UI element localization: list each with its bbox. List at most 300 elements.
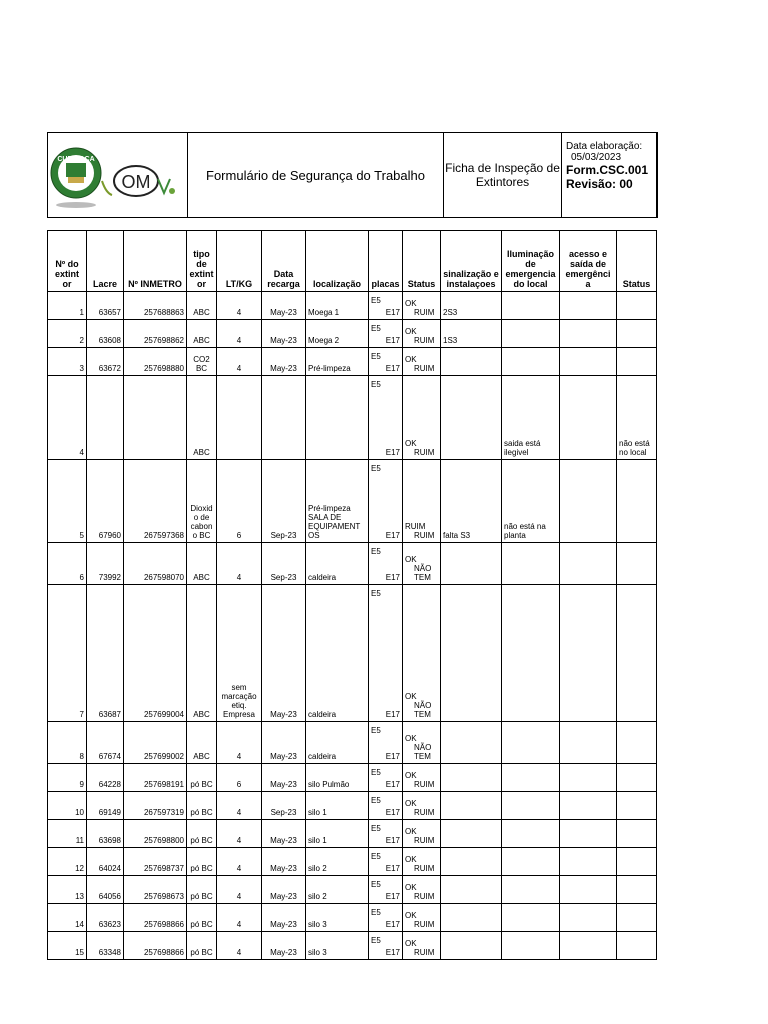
revision: Revisão: 00 (566, 177, 633, 191)
cell-iluminacao (502, 348, 560, 376)
cell-localizacao: silo 1 (306, 820, 369, 848)
cell-placas (369, 904, 403, 932)
status-2: RUIM (414, 448, 435, 457)
cell-placas (369, 376, 403, 460)
cell-lt-kg: 6 (217, 764, 262, 792)
cell-placas (369, 292, 403, 320)
cell-inmetro: 267597319 (124, 792, 187, 820)
cell-numero: 2 (48, 320, 87, 348)
cell-localizacao: Moega 1 (306, 292, 369, 320)
status-2: RUIM (414, 780, 435, 789)
placa-2: E17 (385, 573, 400, 582)
cell-lt-kg: 6 (217, 460, 262, 543)
cell-numero: 7 (48, 585, 87, 722)
status-2: NÃO TEM (414, 564, 432, 582)
logo-cell (48, 133, 188, 217)
status-2: RUIM (414, 864, 435, 873)
cell-sinalizacao (441, 904, 502, 932)
data-value: 05/03/2023 (571, 152, 622, 163)
page-title: Formulário de Segurança do Trabalho (206, 167, 425, 183)
status-1: OK (405, 911, 417, 920)
cell-inmetro: 257698862 (124, 320, 187, 348)
placa-1: E5 (371, 824, 381, 833)
cell-status-final (617, 722, 657, 764)
cell-acesso (560, 348, 617, 376)
cell-tipo: pó BC (187, 792, 217, 820)
svg-text:CURICACA: CURICACA (57, 156, 95, 163)
cell-lacre: 63672 (87, 348, 124, 376)
placa-1: E5 (371, 464, 381, 473)
cell-numero: 5 (48, 460, 87, 543)
cell-data-recarga: May-23 (262, 820, 306, 848)
column-header: Nº do extint or (48, 231, 87, 292)
cell-acesso (560, 904, 617, 932)
cell-placas (369, 722, 403, 764)
cell-numero: 3 (48, 348, 87, 376)
cell-status-final (617, 292, 657, 320)
cell-lt-kg: 4 (217, 932, 262, 960)
cell-data-recarga: May-23 (262, 876, 306, 904)
cell-placas (369, 876, 403, 904)
status-1: OK (405, 883, 417, 892)
status-1: OK (405, 855, 417, 864)
status-2: NÃO TEM (414, 701, 432, 719)
cell-data-recarga: May-23 (262, 320, 306, 348)
cell-lacre: 64024 (87, 848, 124, 876)
cell-placas (369, 320, 403, 348)
status-1: OK (405, 439, 417, 448)
cell-acesso (560, 722, 617, 764)
cell-sinalizacao: 1S3 (441, 320, 502, 348)
cell-inmetro: 257698737 (124, 848, 187, 876)
cell-lt-kg: 4 (217, 320, 262, 348)
cell-status (403, 820, 441, 848)
cell-lacre: 73992 (87, 543, 124, 585)
status-1: OK (405, 692, 417, 701)
placa-1: E5 (371, 852, 381, 861)
cell-inmetro: 257698191 (124, 764, 187, 792)
cell-tipo: Dioxid o de cabon o BC (187, 460, 217, 543)
cell-iluminacao (502, 722, 560, 764)
placa-1: E5 (371, 296, 381, 305)
placa-1: E5 (371, 352, 381, 361)
cell-iluminacao (502, 320, 560, 348)
cell-status (403, 904, 441, 932)
cell-status-final (617, 848, 657, 876)
cell-lacre: 69149 (87, 792, 124, 820)
table-row (48, 792, 657, 820)
column-header: Nº INMETRO (124, 231, 187, 292)
column-header: Lacre (87, 231, 124, 292)
table-row (48, 764, 657, 792)
cell-status (403, 722, 441, 764)
cell-localizacao: caldeira (306, 722, 369, 764)
cell-tipo: pó BC (187, 820, 217, 848)
column-header: Data recarga (262, 231, 306, 292)
placa-2: E17 (385, 531, 400, 540)
cell-numero: 14 (48, 904, 87, 932)
cell-numero: 11 (48, 820, 87, 848)
cell-tipo: ABC (187, 722, 217, 764)
status-1: OK (405, 299, 417, 308)
cell-localizacao: caldeira (306, 543, 369, 585)
cell-status-final: não está no local (617, 376, 657, 460)
status-1: OK (405, 771, 417, 780)
cell-acesso (560, 460, 617, 543)
cell-placas (369, 932, 403, 960)
cell-lt-kg (217, 376, 262, 460)
cell-lt-kg: 4 (217, 348, 262, 376)
cell-iluminacao: saida está ilegivel (502, 376, 560, 460)
cell-acesso (560, 792, 617, 820)
om-logo (102, 166, 175, 196)
cell-numero: 15 (48, 932, 87, 960)
cell-status (403, 585, 441, 722)
column-header: Iluminação de emergencia do local (502, 231, 560, 292)
cell-lacre: 64228 (87, 764, 124, 792)
cell-placas (369, 543, 403, 585)
cell-data-recarga: May-23 (262, 932, 306, 960)
cell-lt-kg: 4 (217, 792, 262, 820)
cell-iluminacao (502, 792, 560, 820)
column-header: sinalização e instalaçoes (441, 231, 502, 292)
column-header: LT/KG (217, 231, 262, 292)
cell-lt-kg: 4 (217, 722, 262, 764)
cell-placas (369, 848, 403, 876)
cell-data-recarga: May-23 (262, 348, 306, 376)
placa-1: E5 (371, 726, 381, 735)
cell-status (403, 376, 441, 460)
cell-numero: 9 (48, 764, 87, 792)
cell-acesso (560, 320, 617, 348)
cell-status-final (617, 320, 657, 348)
status-2: RUIM (414, 531, 435, 540)
table-row (48, 543, 657, 585)
cell-status-final (617, 876, 657, 904)
placa-2: E17 (385, 336, 400, 345)
cell-acesso (560, 585, 617, 722)
placa-2: E17 (385, 710, 400, 719)
cell-iluminacao (502, 820, 560, 848)
cell-localizacao: silo 1 (306, 792, 369, 820)
placa-1: E5 (371, 908, 381, 917)
cell-status (403, 876, 441, 904)
cell-tipo: CO2 BC (187, 348, 217, 376)
status-2: RUIM (414, 364, 435, 373)
cell-iluminacao (502, 932, 560, 960)
cell-inmetro: 257698800 (124, 820, 187, 848)
cell-placas (369, 764, 403, 792)
cell-lacre: 63687 (87, 585, 124, 722)
cell-data-recarga: May-23 (262, 764, 306, 792)
cell-sinalizacao: 2S3 (441, 292, 502, 320)
cell-sinalizacao (441, 820, 502, 848)
cell-acesso (560, 543, 617, 585)
table-row (48, 320, 657, 348)
cell-status (403, 792, 441, 820)
column-header: localização (306, 231, 369, 292)
status-2: RUIM (414, 336, 435, 345)
cell-status (403, 348, 441, 376)
placa-2: E17 (385, 308, 400, 317)
cell-inmetro: 267597368 (124, 460, 187, 543)
status-1: RUIM (405, 522, 426, 531)
cell-iluminacao (502, 292, 560, 320)
cell-sinalizacao (441, 932, 502, 960)
column-header: Status (403, 231, 441, 292)
placa-2: E17 (385, 752, 400, 761)
status-1: OK (405, 799, 417, 808)
cell-status (403, 320, 441, 348)
table-row (48, 585, 657, 722)
status-2: RUIM (414, 892, 435, 901)
status-2: RUIM (414, 308, 435, 317)
company-logos (48, 133, 188, 217)
placa-1: E5 (371, 936, 381, 945)
cell-localizacao: Pré-limpeza SALA DE EQUIPAMENT OS (306, 460, 369, 543)
cell-inmetro: 257698866 (124, 904, 187, 932)
cell-acesso (560, 876, 617, 904)
placa-2: E17 (385, 920, 400, 929)
cell-inmetro: 257699002 (124, 722, 187, 764)
cell-status (403, 764, 441, 792)
cell-lt-kg: 4 (217, 876, 262, 904)
curicaca-logo (51, 148, 101, 208)
cell-status-final (617, 820, 657, 848)
cell-tipo: ABC (187, 585, 217, 722)
cell-lt-kg: 4 (217, 543, 262, 585)
cell-lacre: 63623 (87, 904, 124, 932)
placa-2: E17 (385, 448, 400, 457)
cell-iluminacao (502, 543, 560, 585)
cell-acesso (560, 932, 617, 960)
placa-1: E5 (371, 324, 381, 333)
form-code: Form.CSC.001 (566, 163, 649, 177)
placa-1: E5 (371, 796, 381, 805)
cell-data-recarga: May-23 (262, 722, 306, 764)
cell-iluminacao (502, 585, 560, 722)
cell-localizacao (306, 376, 369, 460)
placa-1: E5 (371, 380, 381, 389)
table-row (48, 460, 657, 543)
cell-status (403, 543, 441, 585)
cell-lacre: 64056 (87, 876, 124, 904)
cell-data-recarga (262, 376, 306, 460)
placa-2: E17 (385, 364, 400, 373)
inspection-table (47, 230, 657, 960)
cell-sinalizacao: falta S3 (441, 460, 502, 543)
placa-1: E5 (371, 768, 381, 777)
cell-lt-kg: 4 (217, 848, 262, 876)
cell-lacre: 63698 (87, 820, 124, 848)
placa-2: E17 (385, 892, 400, 901)
placa-2: E17 (385, 948, 400, 957)
cell-sinalizacao (441, 348, 502, 376)
cell-lt-kg: 4 (217, 820, 262, 848)
table-row (48, 348, 657, 376)
cell-acesso (560, 848, 617, 876)
status-1: OK (405, 827, 417, 836)
cell-numero: 8 (48, 722, 87, 764)
table-row (48, 848, 657, 876)
placa-2: E17 (385, 808, 400, 817)
placa-1: E5 (371, 547, 381, 556)
cell-lacre: 67960 (87, 460, 124, 543)
cell-data-recarga: Sep-23 (262, 792, 306, 820)
table-row (48, 820, 657, 848)
cell-tipo: pó BC (187, 876, 217, 904)
svg-text:OM: OM (121, 172, 151, 192)
cell-numero: 13 (48, 876, 87, 904)
cell-lacre: 63348 (87, 932, 124, 960)
cell-placas (369, 348, 403, 376)
cell-localizacao: silo 2 (306, 876, 369, 904)
cell-inmetro: 257699004 (124, 585, 187, 722)
cell-placas (369, 792, 403, 820)
cell-acesso (560, 292, 617, 320)
table-row (48, 876, 657, 904)
cell-numero: 12 (48, 848, 87, 876)
cell-placas (369, 820, 403, 848)
cell-data-recarga: May-23 (262, 585, 306, 722)
meta-cell (562, 133, 657, 217)
cell-localizacao: caldeira (306, 585, 369, 722)
cell-acesso (560, 764, 617, 792)
cell-numero: 4 (48, 376, 87, 460)
cell-data-recarga: May-23 (262, 292, 306, 320)
cell-localizacao: Pré-limpeza (306, 348, 369, 376)
table-row (48, 904, 657, 932)
cell-status-final (617, 904, 657, 932)
cell-sinalizacao (441, 543, 502, 585)
table-row (48, 722, 657, 764)
data-label: Data elaboração: (566, 141, 643, 152)
cell-acesso (560, 376, 617, 460)
cell-lacre (87, 376, 124, 460)
cell-status-final (617, 792, 657, 820)
cell-lt-kg: 4 (217, 904, 262, 932)
cell-tipo: pó BC (187, 848, 217, 876)
cell-placas (369, 460, 403, 543)
cell-tipo: ABC (187, 543, 217, 585)
status-1: OK (405, 939, 417, 948)
cell-tipo: pó BC (187, 904, 217, 932)
cell-inmetro: 257698673 (124, 876, 187, 904)
cell-iluminacao (502, 904, 560, 932)
table-row (48, 292, 657, 320)
column-header: Status (617, 231, 657, 292)
status-2: RUIM (414, 808, 435, 817)
table-body (48, 292, 657, 960)
cell-tipo: pó BC (187, 932, 217, 960)
status-1: OK (405, 734, 417, 743)
status-2: RUIM (414, 948, 435, 957)
column-header: acesso e saída de emergênci a (560, 231, 617, 292)
cell-iluminacao (502, 848, 560, 876)
cell-tipo: ABC (187, 292, 217, 320)
cell-placas (369, 585, 403, 722)
column-header: placas (369, 231, 403, 292)
cell-localizacao: Moega 2 (306, 320, 369, 348)
cell-lt-kg: 4 (217, 292, 262, 320)
cell-sinalizacao (441, 376, 502, 460)
cell-data-recarga: May-23 (262, 848, 306, 876)
cell-status-final (617, 932, 657, 960)
cell-status-final (617, 348, 657, 376)
cell-acesso (560, 820, 617, 848)
table-row (48, 376, 657, 460)
cell-inmetro: 257698880 (124, 348, 187, 376)
table-row (48, 932, 657, 960)
form-header (47, 132, 658, 218)
column-header: tipo de extint or (187, 231, 217, 292)
status-1: OK (405, 327, 417, 336)
cell-status-final (617, 764, 657, 792)
cell-iluminacao (502, 876, 560, 904)
cell-status (403, 460, 441, 543)
placa-1: E5 (371, 589, 381, 598)
cell-sinalizacao (441, 876, 502, 904)
cell-sinalizacao (441, 585, 502, 722)
cell-inmetro (124, 376, 187, 460)
cell-tipo: ABC (187, 376, 217, 460)
cell-sinalizacao (441, 792, 502, 820)
table-header-row (48, 231, 657, 292)
cell-localizacao: silo 2 (306, 848, 369, 876)
cell-status-final (617, 460, 657, 543)
cell-status (403, 848, 441, 876)
cell-inmetro: 257698866 (124, 932, 187, 960)
cell-numero: 10 (48, 792, 87, 820)
cell-localizacao: silo 3 (306, 904, 369, 932)
cell-tipo: pó BC (187, 764, 217, 792)
cell-lacre: 63608 (87, 320, 124, 348)
cell-sinalizacao (441, 848, 502, 876)
cell-inmetro: 257688863 (124, 292, 187, 320)
cell-status-final (617, 543, 657, 585)
status-2: RUIM (414, 920, 435, 929)
status-2: RUIM (414, 836, 435, 845)
status-2: NÃO TEM (414, 743, 432, 761)
cell-lacre: 63657 (87, 292, 124, 320)
ficha-title: Ficha de Inspeção de Extintores (444, 133, 562, 217)
cell-status (403, 932, 441, 960)
placa-2: E17 (385, 780, 400, 789)
cell-lacre: 67674 (87, 722, 124, 764)
status-1: OK (405, 555, 417, 564)
cell-sinalizacao (441, 722, 502, 764)
placa-1: E5 (371, 880, 381, 889)
placa-2: E17 (385, 836, 400, 845)
cell-iluminacao (502, 764, 560, 792)
cell-localizacao: silo Pulmão (306, 764, 369, 792)
cell-data-recarga: Sep-23 (262, 460, 306, 543)
cell-numero: 1 (48, 292, 87, 320)
cell-data-recarga: Sep-23 (262, 543, 306, 585)
cell-iluminacao: não está na planta (502, 460, 560, 543)
cell-status (403, 292, 441, 320)
cell-inmetro: 267598070 (124, 543, 187, 585)
cell-lt-kg: sem marcação etiq. Empresa (217, 585, 262, 722)
cell-sinalizacao (441, 764, 502, 792)
cell-localizacao: silo 3 (306, 932, 369, 960)
cell-tipo: ABC (187, 320, 217, 348)
placa-2: E17 (385, 864, 400, 873)
cell-data-recarga: May-23 (262, 904, 306, 932)
title-cell (188, 133, 444, 217)
status-1: OK (405, 355, 417, 364)
cell-status-final (617, 585, 657, 722)
